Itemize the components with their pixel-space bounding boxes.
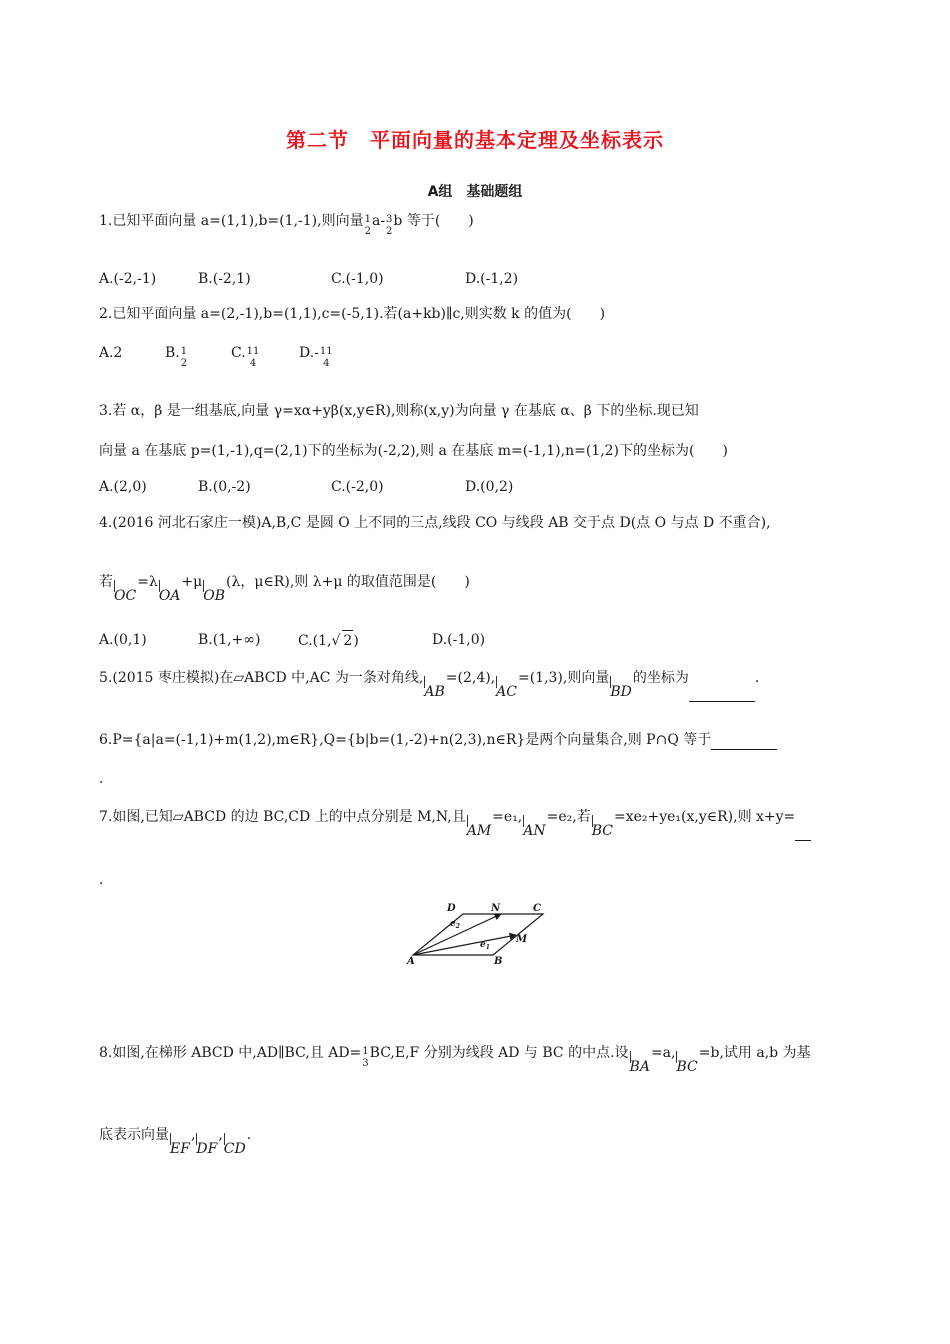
vector-oa: OA [159,586,181,606]
vector-df: DF [196,1139,217,1159]
vector-bc: BC [592,821,613,841]
option-d: D.- 11 4 [299,345,333,369]
option-a: A.(-2,-1) [99,271,157,287]
answer-blank[interactable] [795,820,811,841]
question-7-end: . [99,872,104,888]
question-1-prefix: 1.已知平面向量 a=(1,1),b=(1,-1),则向量 [99,213,364,229]
question-5: 5.(2015 枣庄模拟)在▱ABCD 中,AC 为一条对角线, AB=(2,4), AC=(1,3),则向量 BD的坐标为 . [99,670,760,700]
answer-blank[interactable] [689,681,755,702]
question-6: 6.P={a|a=(-1,1)+m(1,2),m∈R},Q={b|b=(1,-2)+n(2,3),n∈R}是两个向量集合,则 P∩Q 等于 [99,729,777,750]
vector-ab: AB [424,682,444,702]
option-d: D.(0,2) [465,479,514,495]
question-1-suffix: b 等于( ) [393,213,474,229]
vector-ac: AC [496,682,517,702]
question-4-line-1: 4.(2016 河北石家庄一模)A,B,C 是圆 O 上不同的三点,线段 CO 与线段 AB 交于点 D(点 O 与点 D 不重合), [99,515,771,531]
label-a: A [407,956,415,967]
question-2: 2.已知平面向量 a=(2,-1),b=(1,1),c=(-5,1).若(a+kb)∥c,则实数 k 的值为( ) [99,306,606,322]
vector-ba: BA [630,1057,650,1077]
option-c: C.(-2,0) [331,479,384,495]
question-8-line-2: 底表示向量 EF, DF, CD. [99,1127,252,1157]
option-a: A.(2,0) [99,479,147,495]
option-b: B. 1 2 [165,345,188,369]
label-c: C [533,903,541,914]
sqrt-symbol: √ [331,633,341,649]
fraction-one-half: 1 2 [364,214,371,237]
question-1: 1.已知平面向量 a=(1,1),b=(1,-1),则向量 1 2 a- 3 2 b 等于( ) [99,213,474,237]
option-b: B.(0,-2) [198,479,251,495]
vector-cd: CD [224,1139,246,1159]
option-b: B.(1,+∞) [198,632,261,648]
question-3-line-1: 3.若 α，β 是一组基底,向量 γ=xα+yβ(x,y∈R),则称(x,y)为向量 γ 在基底 α、β 下的坐标.现已知 [99,403,699,419]
vector-e1-arrow [413,935,516,955]
label-e2: $e_2$ [450,919,460,930]
group-heading: A组 基础题组 [427,184,523,200]
option-c: C.(-1,0) [331,271,384,287]
label-b: B [494,956,503,967]
vector-bd: BD [610,682,632,702]
parallelogram-figure [398,898,558,968]
vector-am: AM [467,821,491,841]
fraction: 1 2 [180,346,188,369]
vector-an: AN [523,821,545,841]
fraction-one-third: 1 3 [362,1046,369,1069]
vector-bc: BC [676,1057,697,1077]
vector-ef: EF [170,1139,190,1159]
label-e1: $e_1$ [480,940,490,951]
option-d: D.(-1,2) [465,271,519,287]
question-6-end: . [99,771,104,787]
question-3-line-2: 向量 a 在基底 p=(1,-1),q=(2,1)下的坐标为(-2,2),则 a 在基底 m=(-1,1),n=(1,2)下的坐标为( ) [99,443,728,459]
fraction: 11 4 [246,346,260,369]
option-c: C. 11 4 [231,345,260,369]
label-d: D [447,903,456,914]
option-c: C.(1,√ 2) [298,630,359,651]
label-n: N [491,903,501,914]
answer-blank[interactable] [711,729,777,750]
question-8-line-1: 8.如图,在梯形 ABCD 中,AD∥BC,且 AD= 1 3 BC,E,F 分别为线段 AD 与 BC 的中点.设 BA=a, BC=b,试用 a,b 为基 [99,1045,811,1075]
page-title: 第二节 平面向量的基本定理及坐标表示 [286,128,664,152]
fraction-three-halves: 3 2 [386,214,393,237]
fraction: 11 4 [319,346,333,369]
option-a: A.(0,1) [99,632,147,648]
vector-oc: OC [114,586,136,606]
vector-ob: OB [203,586,225,606]
option-d: D.(-1,0) [432,632,486,648]
label-m: M [516,934,528,945]
question-7: 7.如图,已知▱ABCD 的边 BC,CD 上的中点分别是 M,N,且 AM=e₁, AN=e₂,若 BC=xe₂+ye₁(x,y∈R),则 x+y= [99,807,811,841]
option-b: B.(-2,1) [198,271,251,287]
question-4-line-2: 若 OC=λ OA+μ OB(λ，μ∈R),则 λ+μ 的取值范围是( ) [99,574,470,604]
option-a: A.2 [99,345,123,361]
